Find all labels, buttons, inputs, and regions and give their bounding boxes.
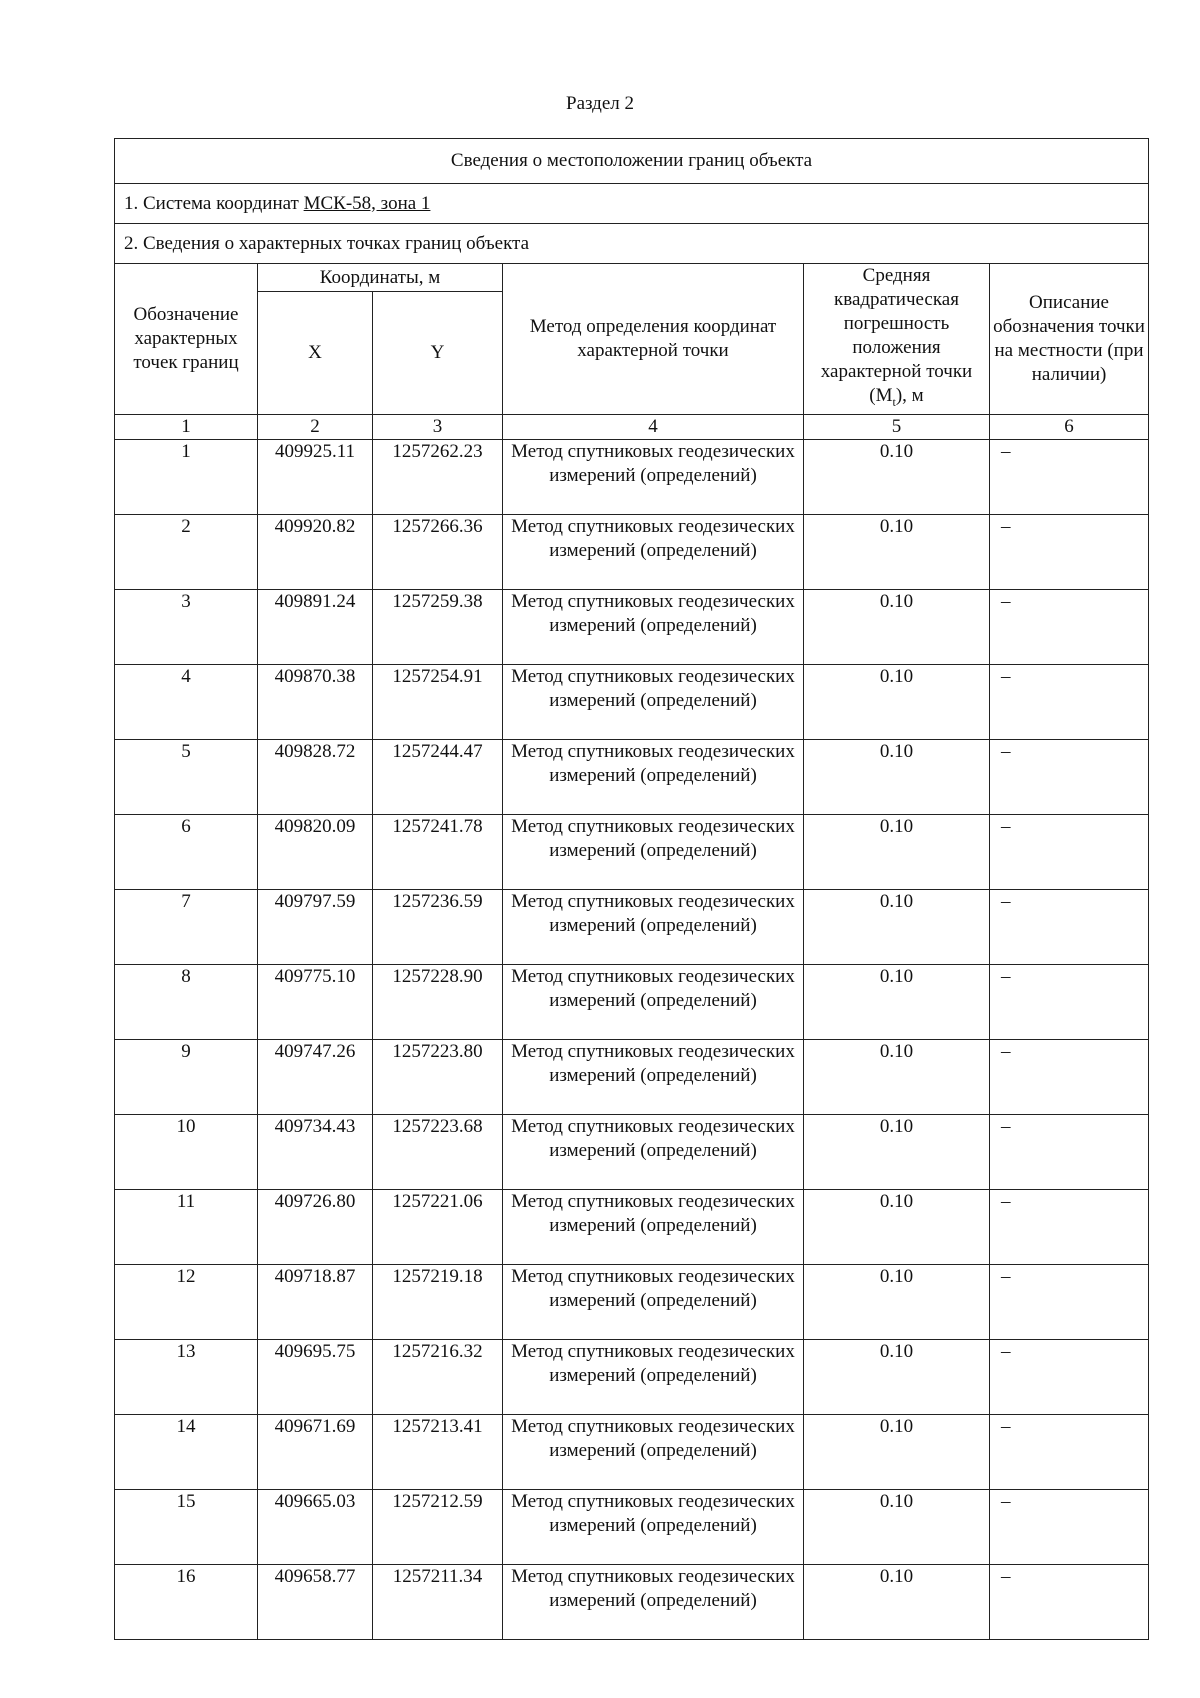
description: – — [990, 1189, 1149, 1264]
point-number: 6 — [115, 814, 258, 889]
coord-x: 409820.09 — [258, 814, 373, 889]
coord-x: 409920.82 — [258, 514, 373, 589]
coord-x: 409747.26 — [258, 1039, 373, 1114]
description: – — [990, 1114, 1149, 1189]
coord-x: 409718.87 — [258, 1264, 373, 1339]
table-row — [115, 739, 1149, 814]
table-row — [115, 964, 1149, 1039]
point-number: 14 — [115, 1414, 258, 1489]
error-value: 0.10 — [804, 1264, 990, 1339]
point-number: 11 — [115, 1189, 258, 1264]
coord-y: 1257221.06 — [373, 1189, 503, 1264]
error-value: 0.10 — [804, 814, 990, 889]
table-row — [115, 1489, 1149, 1564]
error-value: 0.10 — [804, 964, 990, 1039]
error-value: 0.10 — [804, 739, 990, 814]
column-number: 1 — [115, 414, 258, 439]
point-number: 12 — [115, 1264, 258, 1339]
table-row — [115, 439, 1149, 514]
coord-x: 409925.11 — [258, 439, 373, 514]
coord-x: 409726.80 — [258, 1189, 373, 1264]
point-number: 5 — [115, 739, 258, 814]
coord-y: 1257244.47 — [373, 739, 503, 814]
coord-x: 409671.69 — [258, 1414, 373, 1489]
description: – — [990, 1564, 1149, 1639]
table-row — [115, 814, 1149, 889]
point-number: 3 — [115, 589, 258, 664]
error-value: 0.10 — [804, 1039, 990, 1114]
method: Метод спутниковых геодезических измерений (определений) — [503, 1489, 804, 1564]
description: – — [990, 589, 1149, 664]
boundary-points-table — [114, 138, 1149, 1640]
table-row — [115, 589, 1149, 664]
description: – — [990, 739, 1149, 814]
coord-x: 409828.72 — [258, 739, 373, 814]
header-coordinates: Координаты, м — [258, 264, 503, 292]
table-row — [115, 1189, 1149, 1264]
point-number: 4 — [115, 664, 258, 739]
point-number: 2 — [115, 514, 258, 589]
coord-y: 1257254.91 — [373, 664, 503, 739]
coord-y: 1257228.90 — [373, 964, 503, 1039]
point-number: 1 — [115, 439, 258, 514]
table-row — [115, 1564, 1149, 1639]
coord-y: 1257236.59 — [373, 889, 503, 964]
method: Метод спутниковых геодезических измерений (определений) — [503, 964, 804, 1039]
coord-x: 409797.59 — [258, 889, 373, 964]
table-row — [115, 1039, 1149, 1114]
table-row — [115, 514, 1149, 589]
coord-y: 1257211.34 — [373, 1564, 503, 1639]
error-value: 0.10 — [804, 1114, 990, 1189]
coord-y: 1257223.80 — [373, 1039, 503, 1114]
method: Метод спутниковых геодезических измерений (определений) — [503, 664, 804, 739]
coord-y: 1257259.38 — [373, 589, 503, 664]
coord-x: 409775.10 — [258, 964, 373, 1039]
table-row — [115, 1114, 1149, 1189]
coord-y: 1257262.23 — [373, 439, 503, 514]
method: Метод спутниковых геодезических измерений (определений) — [503, 889, 804, 964]
column-numbers-row — [115, 414, 1149, 439]
point-number: 16 — [115, 1564, 258, 1639]
section-title: Раздел 2 — [566, 93, 634, 114]
coord-x: 409870.38 — [258, 664, 373, 739]
table-title: Сведения о местоположении границ объекта — [115, 139, 1149, 184]
error-value: 0.10 — [804, 664, 990, 739]
method: Метод спутниковых геодезических измерений (определений) — [503, 1039, 804, 1114]
method: Метод спутниковых геодезических измерений (определений) — [503, 1339, 804, 1414]
method: Метод спутниковых геодезических измерений (определений) — [503, 514, 804, 589]
description: – — [990, 814, 1149, 889]
column-number: 6 — [990, 414, 1149, 439]
description: – — [990, 1339, 1149, 1414]
header-y: Y — [373, 292, 503, 415]
header-error-subscript: t — [892, 394, 896, 409]
coord-y: 1257213.41 — [373, 1414, 503, 1489]
method: Метод спутниковых геодезических измерений (определений) — [503, 814, 804, 889]
column-number: 4 — [503, 414, 804, 439]
header-method: Метод определения координат характерной точки — [503, 264, 804, 415]
coord-y: 1257266.36 — [373, 514, 503, 589]
table-row — [115, 1264, 1149, 1339]
coord-y: 1257216.32 — [373, 1339, 503, 1414]
error-value: 0.10 — [804, 1339, 990, 1414]
coord-system-row — [115, 184, 1149, 224]
header-error-unit: ), м — [895, 385, 924, 406]
table-row — [115, 889, 1149, 964]
point-number: 13 — [115, 1339, 258, 1414]
coord-x: 409891.24 — [258, 589, 373, 664]
coord-x: 409695.75 — [258, 1339, 373, 1414]
error-value: 0.10 — [804, 1414, 990, 1489]
header-error-text: Средняя квадратическая погрешность положения характерной точки (M — [820, 265, 973, 406]
method: Метод спутниковых геодезических измерений (определений) — [503, 1189, 804, 1264]
error-value: 0.10 — [804, 589, 990, 664]
coord-y: 1257223.68 — [373, 1114, 503, 1189]
coord-x: 409734.43 — [258, 1114, 373, 1189]
description: – — [990, 964, 1149, 1039]
coord-y: 1257219.18 — [373, 1264, 503, 1339]
coord-x: 409665.03 — [258, 1489, 373, 1564]
column-number: 3 — [373, 414, 503, 439]
header-error — [804, 264, 990, 415]
column-number: 5 — [804, 414, 990, 439]
coord-system-value: МСК-58, зона 1 — [303, 192, 431, 214]
table-row — [115, 664, 1149, 739]
table-row — [115, 1414, 1149, 1489]
description: – — [990, 439, 1149, 514]
points-header: 2. Сведения о характерных точках границ объекта — [115, 224, 1149, 264]
coord-y: 1257212.59 — [373, 1489, 503, 1564]
header-x: X — [258, 292, 373, 415]
error-value: 0.10 — [804, 1189, 990, 1264]
table-row — [115, 1339, 1149, 1414]
method: Метод спутниковых геодезических измерений (определений) — [503, 439, 804, 514]
method: Метод спутниковых геодезических измерений (определений) — [503, 1564, 804, 1639]
coord-x: 409658.77 — [258, 1564, 373, 1639]
method: Метод спутниковых геодезических измерений (определений) — [503, 1114, 804, 1189]
method: Метод спутниковых геодезических измерений (определений) — [503, 739, 804, 814]
header-designation: Обозначение характерных точек границ — [115, 264, 258, 415]
coord-y: 1257241.78 — [373, 814, 503, 889]
column-number: 2 — [258, 414, 373, 439]
description: – — [990, 889, 1149, 964]
method: Метод спутниковых геодезических измерений (определений) — [503, 1264, 804, 1339]
error-value: 0.10 — [804, 1489, 990, 1564]
coord-system-label: 1. Система координат — [124, 192, 304, 214]
header-description: Описание обозначения точки на местности (при наличии) — [990, 264, 1149, 415]
point-number: 15 — [115, 1489, 258, 1564]
description: – — [990, 1039, 1149, 1114]
error-value: 0.10 — [804, 889, 990, 964]
point-number: 9 — [115, 1039, 258, 1114]
description: – — [990, 1414, 1149, 1489]
point-number: 7 — [115, 889, 258, 964]
description: – — [990, 1489, 1149, 1564]
description: – — [990, 514, 1149, 589]
method: Метод спутниковых геодезических измерений (определений) — [503, 1414, 804, 1489]
point-number: 10 — [115, 1114, 258, 1189]
error-value: 0.10 — [804, 514, 990, 589]
error-value: 0.10 — [804, 1564, 990, 1639]
description: – — [990, 664, 1149, 739]
error-value: 0.10 — [804, 439, 990, 514]
point-number: 8 — [115, 964, 258, 1039]
description: – — [990, 1264, 1149, 1339]
method: Метод спутниковых геодезических измерений (определений) — [503, 589, 804, 664]
